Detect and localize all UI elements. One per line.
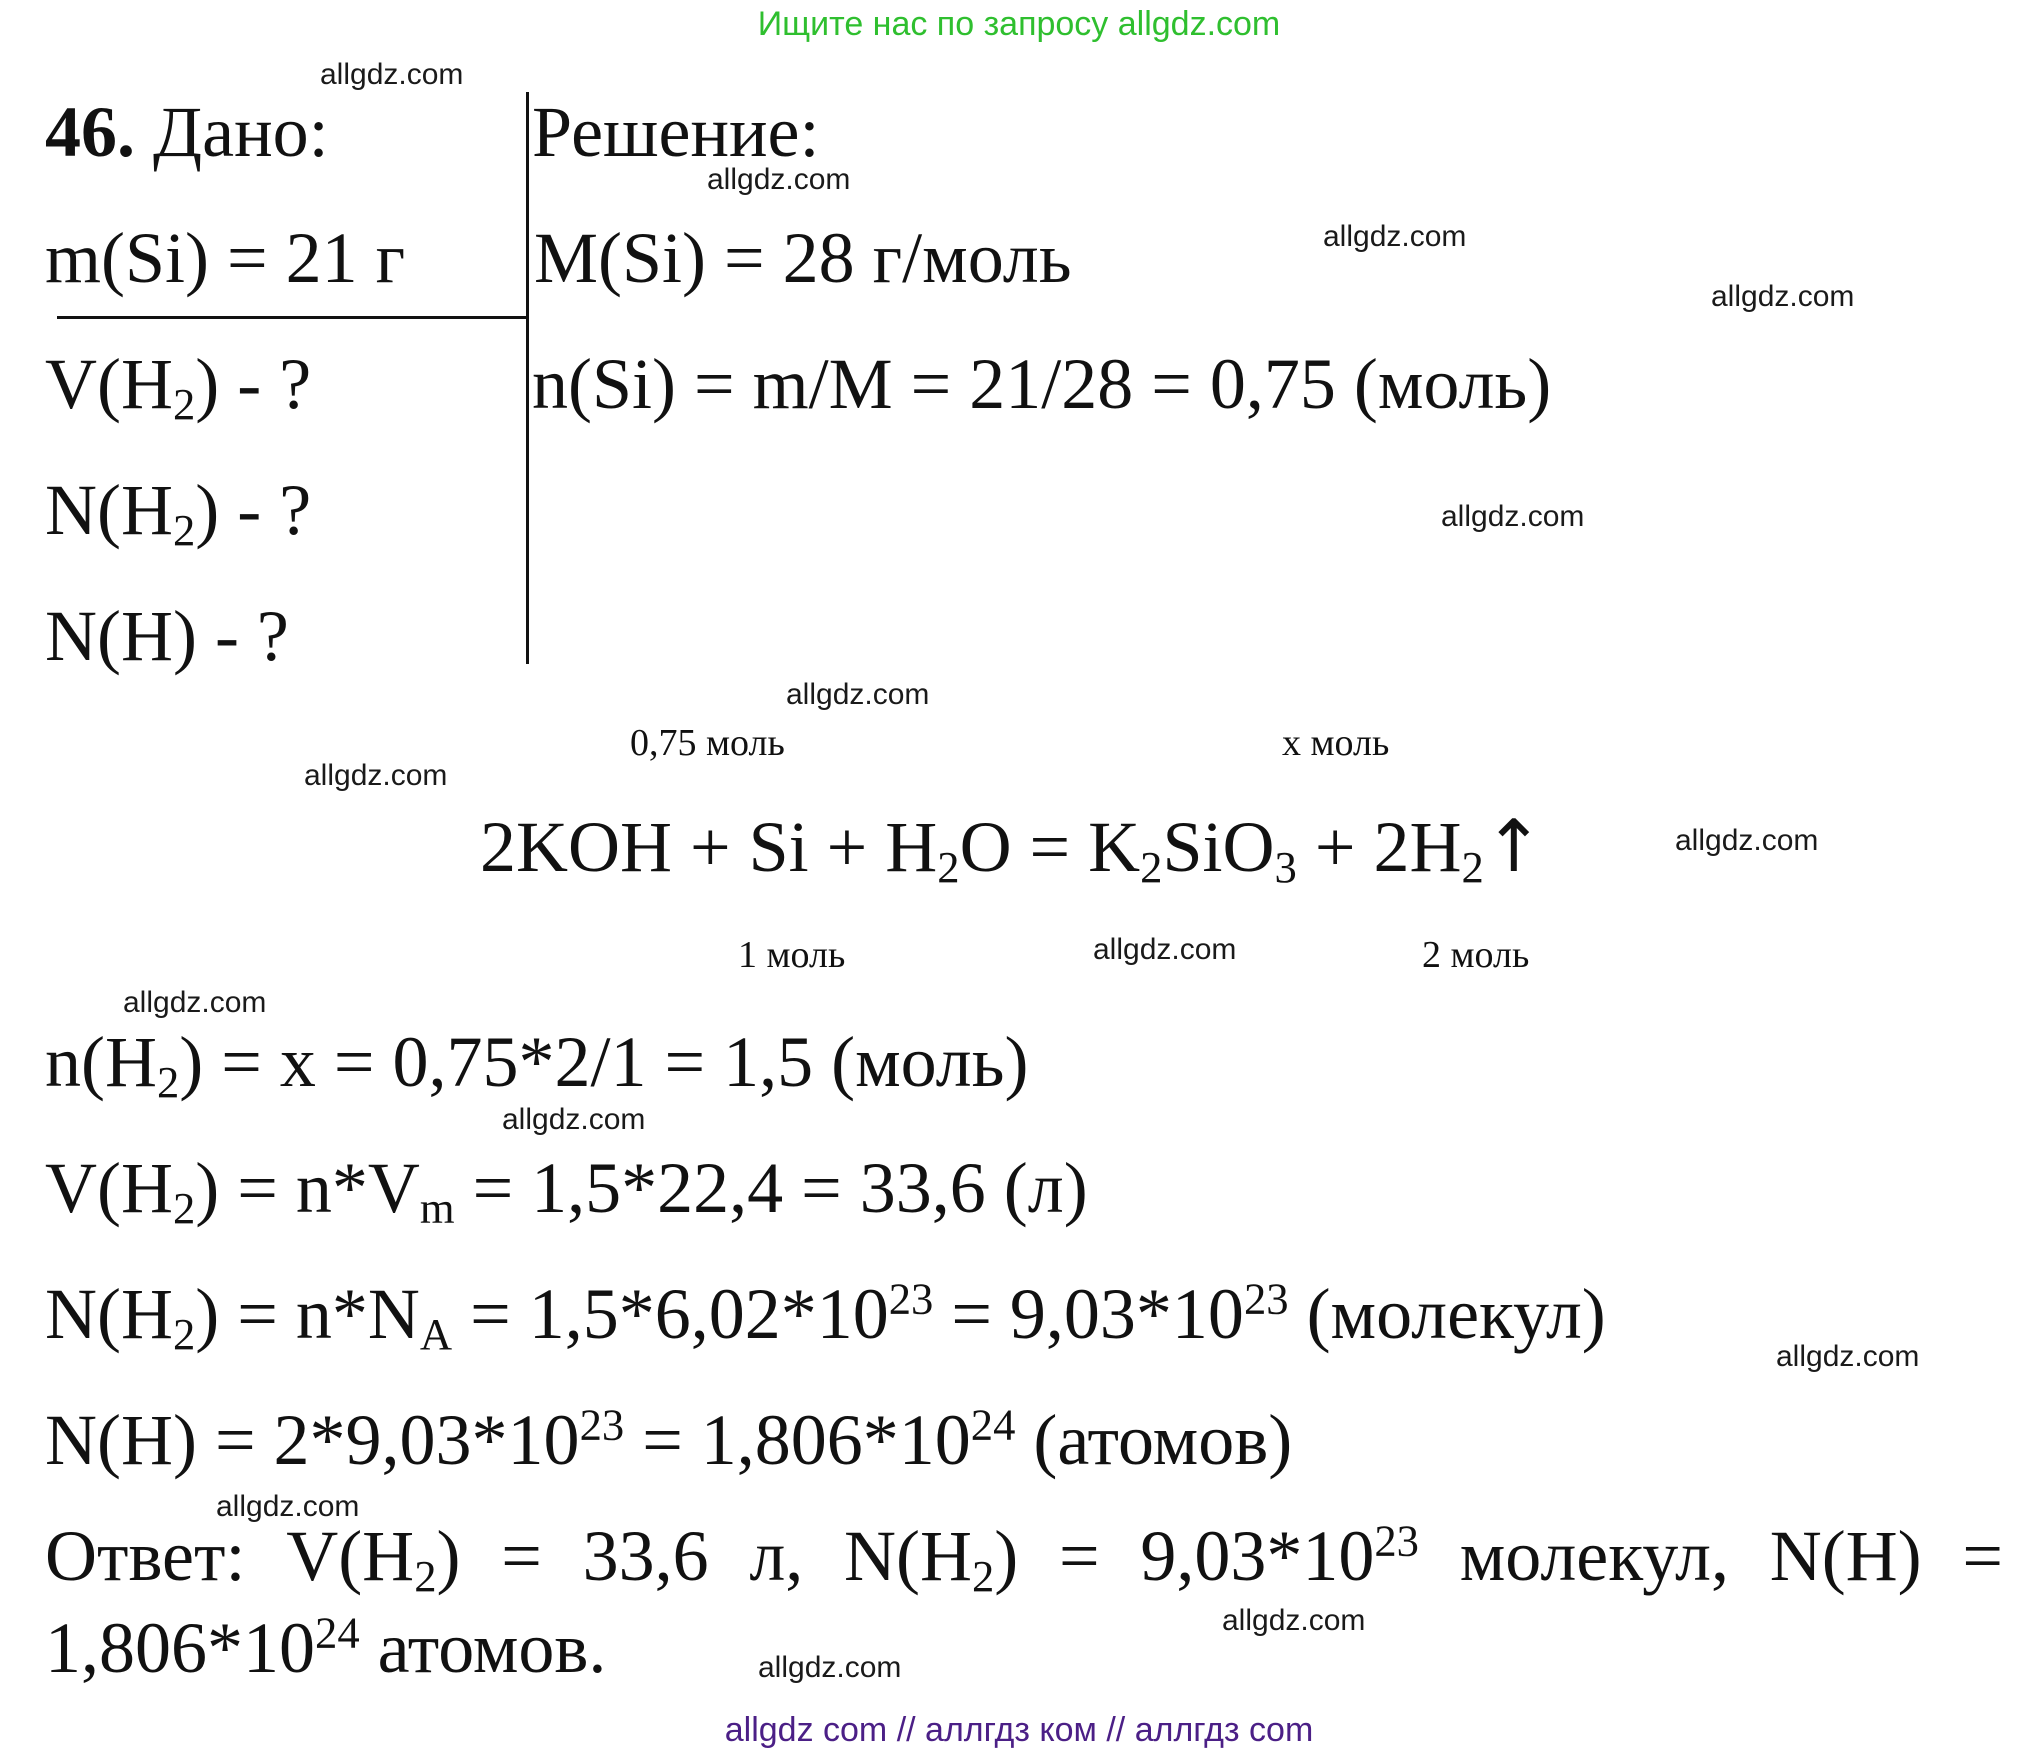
watermark: allgdz.com bbox=[1222, 1604, 1366, 1637]
solution-moles: n(Si) = m/M = 21/28 = 0,75 (моль) bbox=[532, 344, 1552, 424]
solution-label: Решение: bbox=[532, 92, 820, 172]
given-v-h2: $V(H_2)$ - ? bbox=[45, 344, 312, 430]
divider-horizontal bbox=[57, 316, 528, 319]
problem-header bbox=[45, 92, 329, 172]
calc-v-h2: $V(H_2) = n*V_m = 1,5*22,4 = 33,6$ (л) bbox=[45, 1148, 1088, 1234]
watermark: allgdz.com bbox=[502, 1103, 646, 1136]
up-arrow-icon: ↑ bbox=[1483, 804, 1545, 888]
watermark: allgdz.com bbox=[320, 58, 464, 91]
answer: Ответ: $V(H_2) = 33,6$ л, $N(H_2) = 9,03*10^{23}$ молекул, $N(H) = 1,806*10^{24}$ атомов. bbox=[45, 1515, 2003, 1688]
divider-vertical bbox=[526, 92, 529, 664]
watermark: allgdz.com bbox=[123, 986, 267, 1019]
equation-below-h2: 2 моль bbox=[1422, 934, 1530, 976]
given-label: Дано: bbox=[153, 92, 329, 172]
calc-n-h2: $n(H_2) = x = 0,75*2/1 = 1,5$ (моль) bbox=[45, 1022, 1029, 1108]
watermark: allgdz.com bbox=[758, 1651, 902, 1684]
watermark: allgdz.com bbox=[786, 678, 930, 711]
watermark: allgdz.com bbox=[304, 759, 448, 792]
calc-n-molecules: $N(H_2) = n*N_A = 1,5*6,02*10^{23} = 9,03*10^{23}$ (молекул) bbox=[45, 1273, 1606, 1360]
watermark: allgdz.com bbox=[1675, 824, 1819, 857]
top-banner: Ищите нас по запросу allgdz.com bbox=[757, 5, 1281, 43]
watermark: allgdz.com bbox=[707, 163, 851, 196]
given-mass: m(Si) = 21 г bbox=[45, 218, 406, 298]
equation-above-h2: х моль bbox=[1282, 722, 1390, 764]
watermark: allgdz.com bbox=[1323, 220, 1467, 253]
solution-molar-mass: M(Si) = 28 г/моль bbox=[534, 218, 1072, 298]
watermark: allgdz.com bbox=[216, 1490, 360, 1523]
given-n-h2: $N(H_2)$ - ? bbox=[45, 470, 312, 556]
watermark: allgdz.com bbox=[1441, 500, 1585, 533]
calc-n-atoms: $N(H) = 2*9,03*10^{23} = 1,806*10^{24}$ (атомов) bbox=[45, 1399, 1293, 1480]
watermark: allgdz.com bbox=[1776, 1340, 1920, 1373]
given-n-h: N(H) - ? bbox=[45, 596, 289, 676]
reaction-equation: $2KOH + Si + H_2O = K_2SiO_3$ + $2H_2↑$ bbox=[480, 804, 1545, 893]
equation-below-si: 1 моль bbox=[738, 934, 846, 976]
watermark: allgdz.com bbox=[1093, 933, 1237, 966]
problem-number: 46. bbox=[45, 92, 135, 172]
equation-above-si: 0,75 моль bbox=[630, 722, 785, 764]
watermark: allgdz.com bbox=[1711, 280, 1855, 313]
bottom-banner: allgdz com // аллгдз ком // аллгдз com bbox=[724, 1711, 1314, 1749]
